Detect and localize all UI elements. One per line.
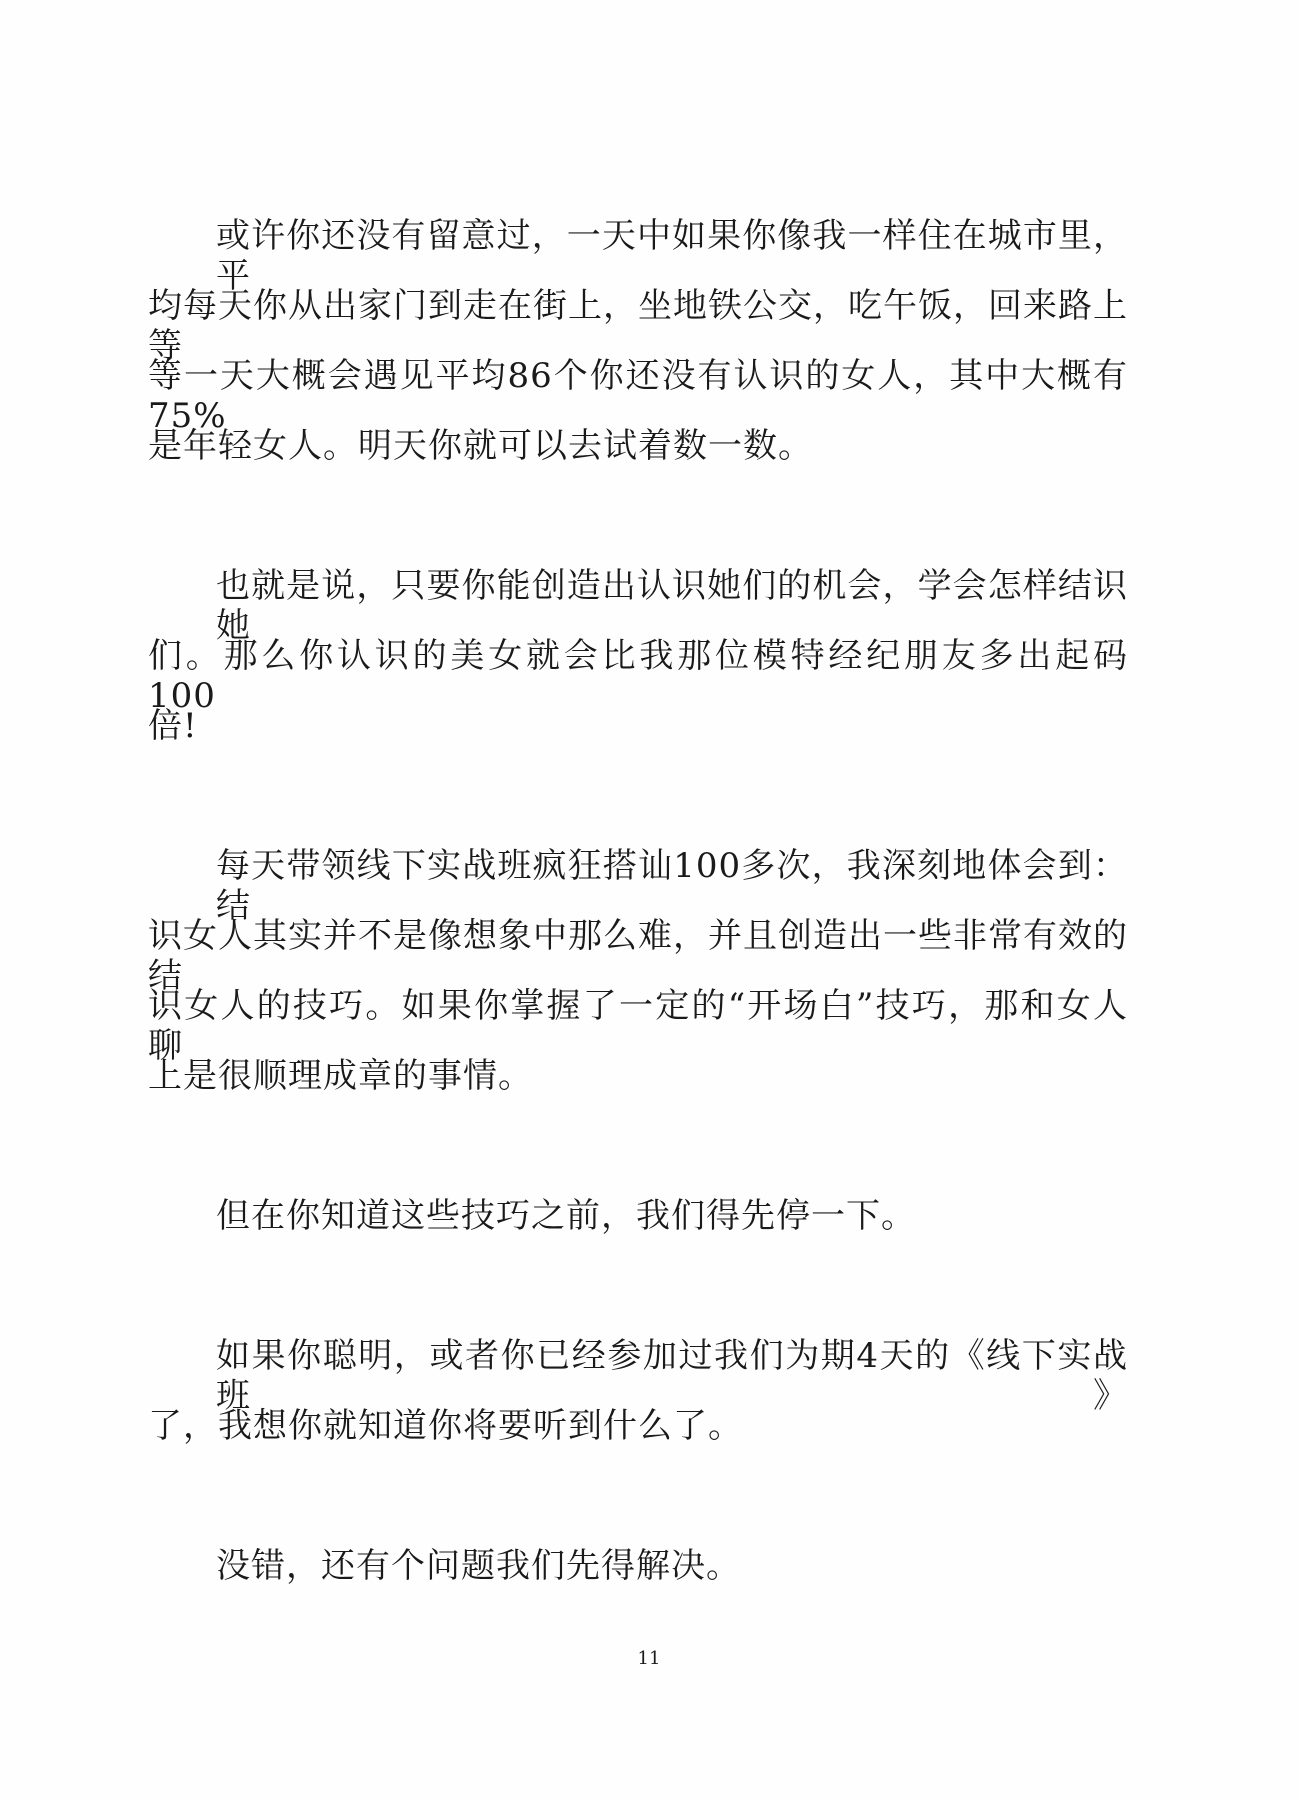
paragraph-6-line-1: 没错，还有个问题我们先得解决。 [216, 1546, 741, 1586]
paragraph-1-line-1: 或许你还没有留意过，一天中如果你像我一样住在城市里，平 [216, 216, 1128, 296]
paragraph-5-line-2: 了，我想你就知道你将要听到什么了。 [148, 1406, 743, 1446]
paragraph-3-line-3: 识女人的技巧。如果你掌握了一定的“开场白”技巧，那和女人聊 [148, 986, 1128, 1066]
paragraph-3-line-2: 识女人其实并不是像想象中那么难，并且创造出一些非常有效的结 [148, 916, 1128, 996]
paragraph-2-line-3: 倍! [148, 706, 198, 746]
paragraph-2-line-1: 也就是说，只要你能创造出认识她们的机会，学会怎样结识她 [216, 566, 1128, 646]
paragraph-3-line-1: 每天带领线下实战班疯狂搭讪100多次，我深刻地体会到：结 [216, 846, 1128, 926]
paragraph-2-line-2: 们。那么你认识的美女就会比我那位模特经纪朋友多出起码 100 [148, 636, 1128, 716]
paragraph-1-line-2: 均每天你从出家门到走在街上，坐地铁公交，吃午饭，回来路上等 [148, 286, 1128, 366]
paragraph-3-line-4: 上是很顺理成章的事情。 [148, 1056, 533, 1096]
page-number: 11 [637, 1648, 661, 1669]
paragraph-1-line-4: 是年轻女人。明天你就可以去试着数一数。 [148, 426, 813, 466]
paragraph-1-line-3: 等一天大概会遇见平均86个你还没有认识的女人，其中大概有75% [148, 356, 1128, 436]
paragraph-4-line-1: 但在你知道这些技巧之前，我们得先停一下。 [216, 1196, 916, 1236]
paragraph-5-line-1: 如果你聪明，或者你已经参加过我们为期4天的《线下实战班》 [216, 1336, 1128, 1416]
